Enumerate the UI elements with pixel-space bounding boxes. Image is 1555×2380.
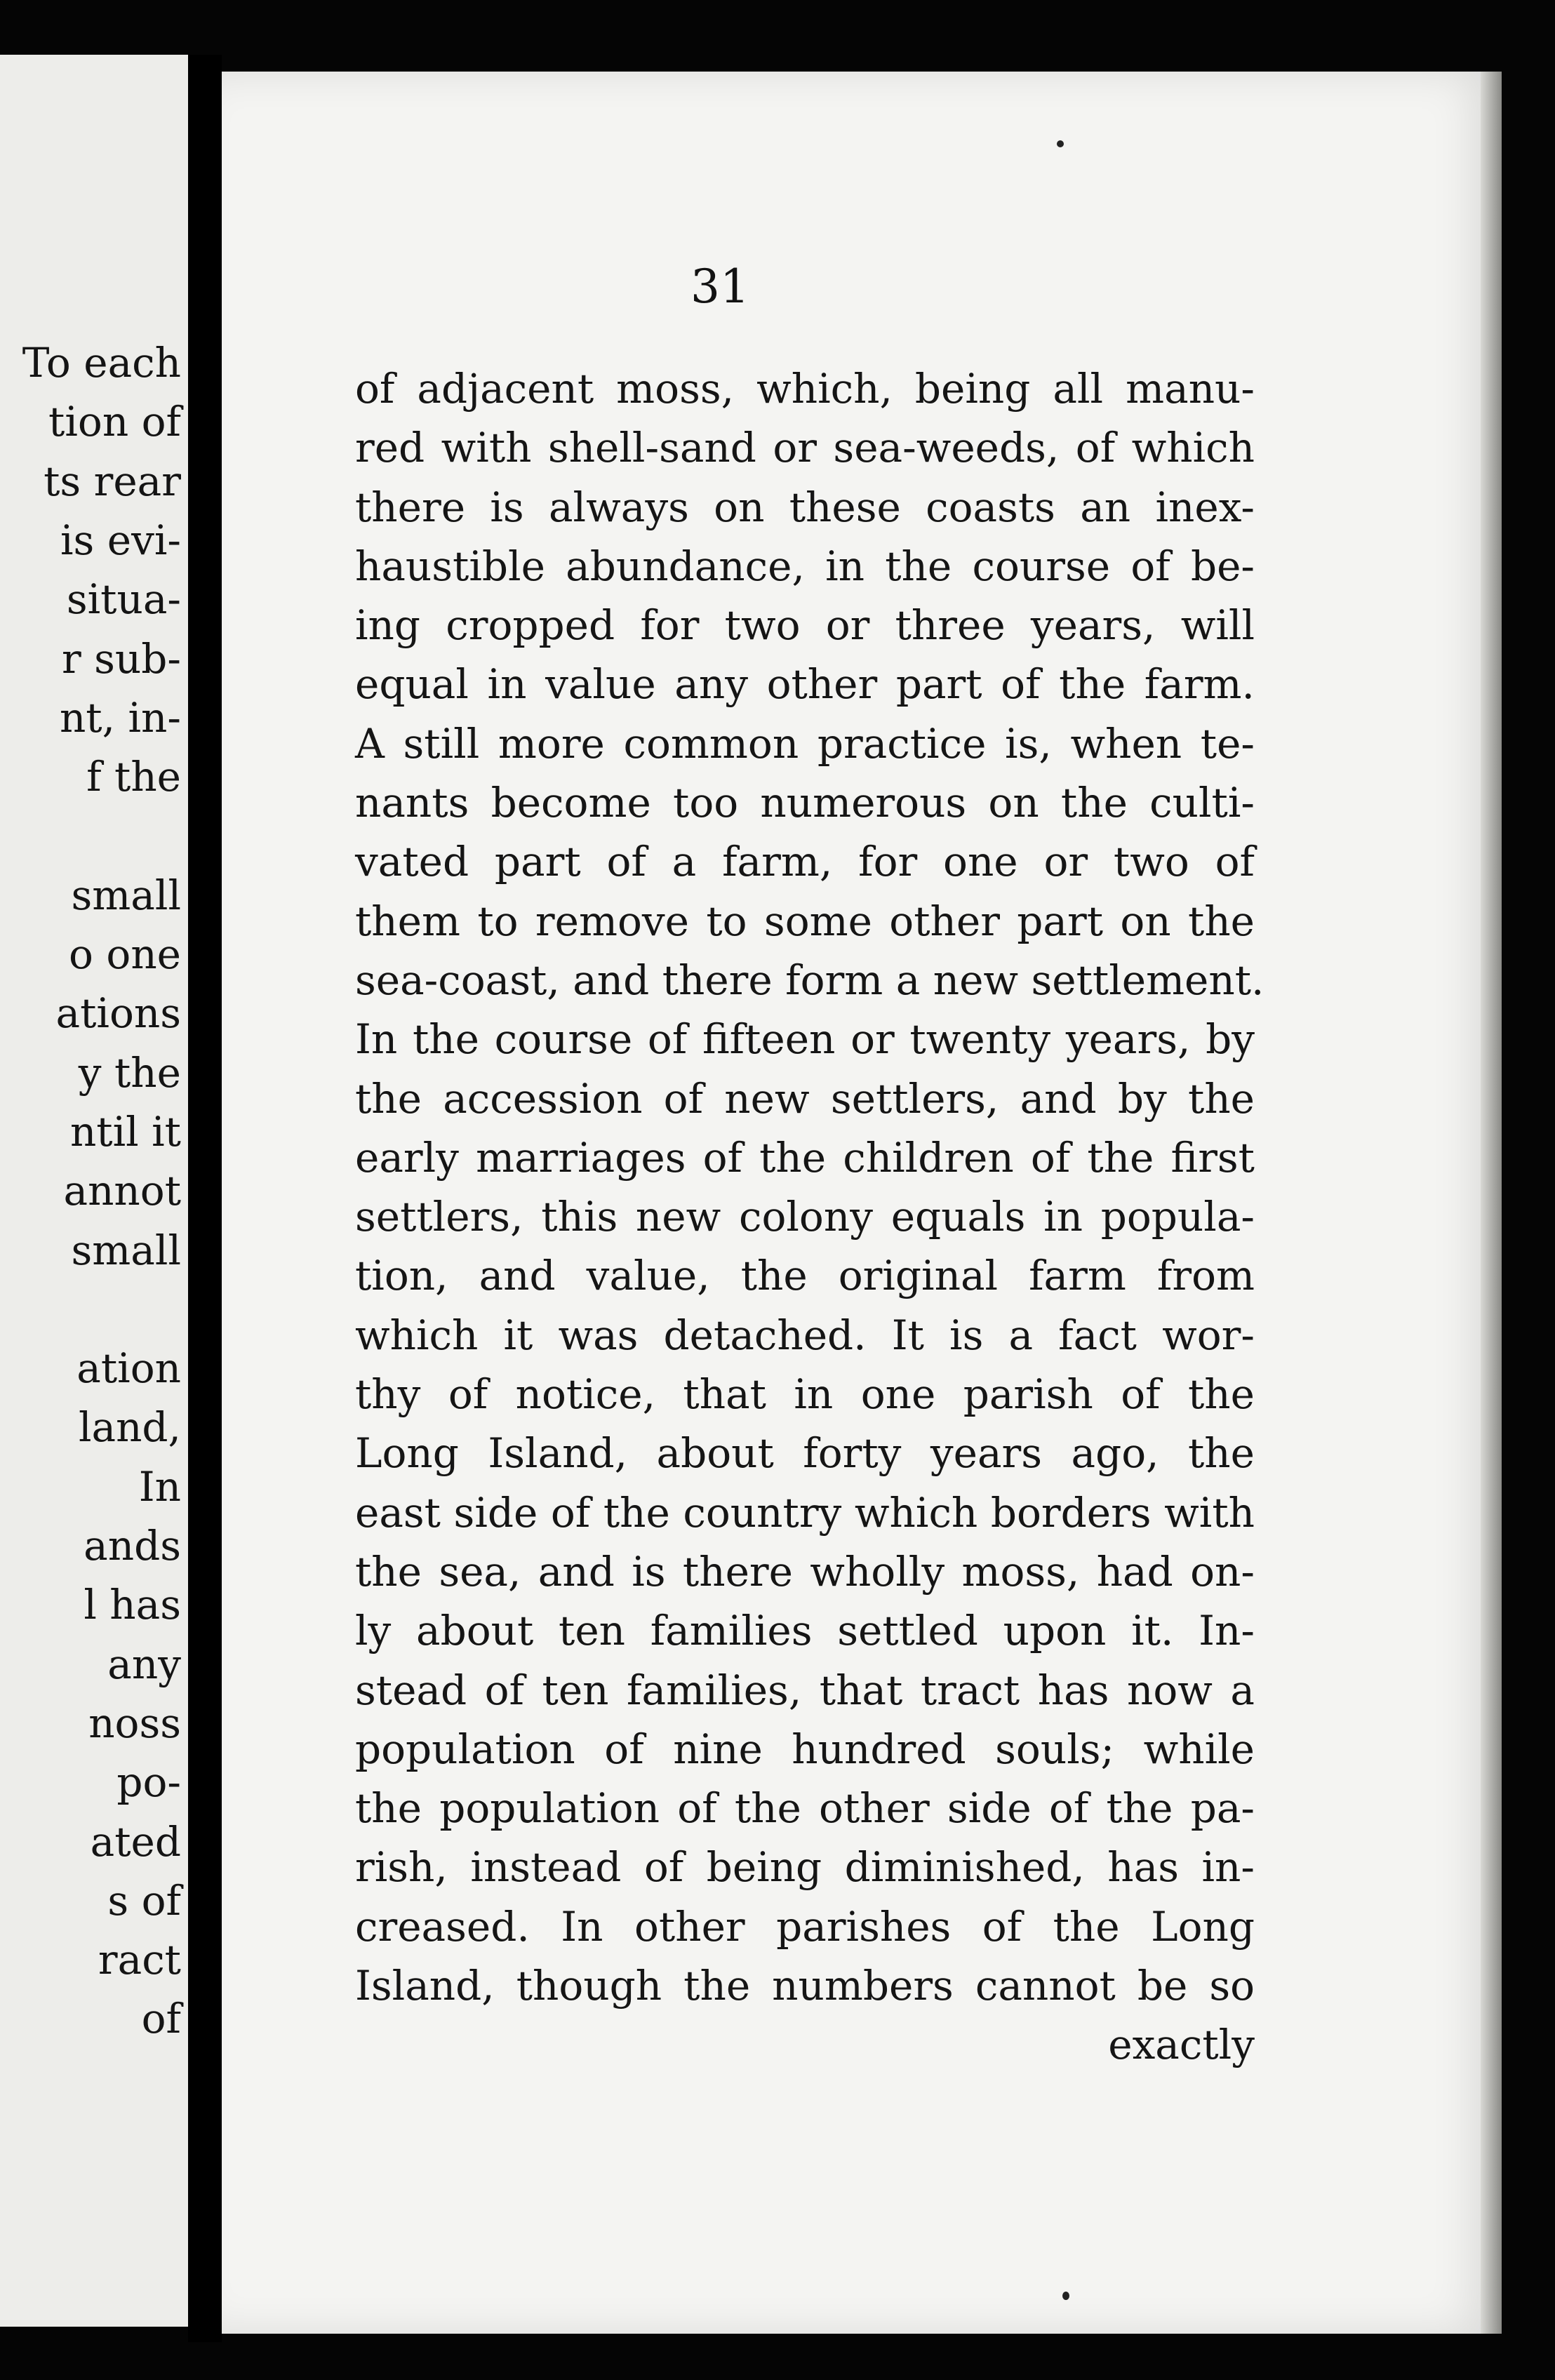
text-line: vated part of a farm, for one or two of (355, 838, 1255, 886)
left-page-fragment-line: ract (98, 1936, 181, 1984)
right-page (222, 72, 1500, 2334)
left-page-fragment-line: r sub- (61, 634, 181, 683)
right-page-edge (1481, 72, 1502, 2334)
text-line: nants become too numerous on the culti- (355, 779, 1255, 827)
text-line: sea-coast, and there form a new settlement. (355, 956, 1264, 1004)
text-line: ly about ten families settled upon it. In- (355, 1607, 1255, 1655)
text-line: there is always on these coasts an inex- (355, 483, 1255, 531)
text-line: creased. In other parishes of the Long (355, 1902, 1255, 1951)
text-line: thy of notice, that in one parish of the (355, 1370, 1255, 1419)
left-page-fragment-line: of (141, 1995, 181, 2043)
left-page-fragment-line: l has (84, 1581, 181, 1629)
left-page-fragment-line: ntil it (69, 1107, 181, 1156)
text-line: them to remove to some other part on the (355, 897, 1255, 945)
ink-speck (1062, 2292, 1069, 2300)
left-page-fragment-line: ts rear (44, 457, 181, 505)
left-page-fragment-line: small (71, 1226, 181, 1274)
left-page-fragment-line: annot (63, 1167, 181, 1215)
text-line: Long Island, about forty years ago, the (355, 1429, 1255, 1478)
text-line: red with shell-sand or sea-weeds, of which (355, 424, 1255, 472)
left-page-fragment-line: land, (78, 1403, 181, 1452)
text-line: haustible abundance, in the course of be- (355, 542, 1255, 590)
left-page-fragment-line: noss (88, 1699, 181, 1747)
left-page-fragment-line: ations (55, 989, 181, 1038)
left-page-fragment-line: In (138, 1462, 181, 1511)
left-page-fragment-line: y the (78, 1048, 181, 1097)
left-page-fragment-line: ation (76, 1344, 181, 1393)
left-page-text-fragments (0, 55, 188, 2327)
text-line: A still more common practice is, when te- (355, 719, 1255, 768)
text-line: the sea, and is there wholly moss, had on- (355, 1547, 1255, 1596)
left-page-fragment-line: small (71, 871, 181, 919)
body-text (355, 359, 1264, 2075)
left-page-fragment-line: nt, in- (59, 693, 181, 742)
text-line: equal in value any other part of the farm. (355, 660, 1255, 709)
left-page-fragment-line: ands (84, 1522, 181, 1570)
text-line: ing cropped for two or three years, will (355, 601, 1255, 650)
text-line: population of nine hundred souls; while (355, 1725, 1255, 1773)
left-page-fragment-line: f the (86, 753, 181, 801)
text-line: rish, instead of being diminished, has in- (355, 1843, 1255, 1892)
left-page-fragment-line: ated (90, 1817, 181, 1866)
text-line: early marriages of the children of the first (355, 1133, 1255, 1182)
ink-speck (1057, 140, 1064, 147)
text-line: east side of the country which borders with (355, 1488, 1255, 1537)
book-gutter (188, 55, 222, 2342)
left-facing-page (0, 55, 188, 2327)
left-page-fragment-line: To each (22, 339, 181, 387)
text-line: which it was detached. It is a fact wor- (355, 1311, 1255, 1359)
text-line: Island, though the numbers cannot be so (355, 1962, 1255, 2010)
text-line: settlers, this new colony equals in popula- (355, 1193, 1255, 1241)
text-line: the accession of new settlers, and by the (355, 1074, 1255, 1123)
text-line: of adjacent moss, which, being all manu- (355, 365, 1255, 413)
left-page-fragment-line: situa- (66, 575, 181, 624)
text-line: the population of the other side of the pa- (355, 1784, 1255, 1833)
left-page-fragment-line: is evi- (60, 516, 181, 564)
left-page-fragment-line: tion of (48, 398, 181, 446)
left-page-fragment-line: po- (116, 1758, 181, 1807)
left-page-fragment-line: any (107, 1640, 181, 1688)
left-page-fragment-line: s of (107, 1876, 181, 1925)
catchword: exactly (1108, 2021, 1255, 2069)
page-number: 31 (690, 260, 749, 314)
text-line: tion, and value, the original farm from (355, 1252, 1255, 1300)
left-page-fragment-line: o one (69, 930, 181, 978)
text-line: In the course of fifteen or twenty years, by (355, 1015, 1255, 1064)
text-line: stead of ten families, that tract has now a (355, 1666, 1255, 1714)
